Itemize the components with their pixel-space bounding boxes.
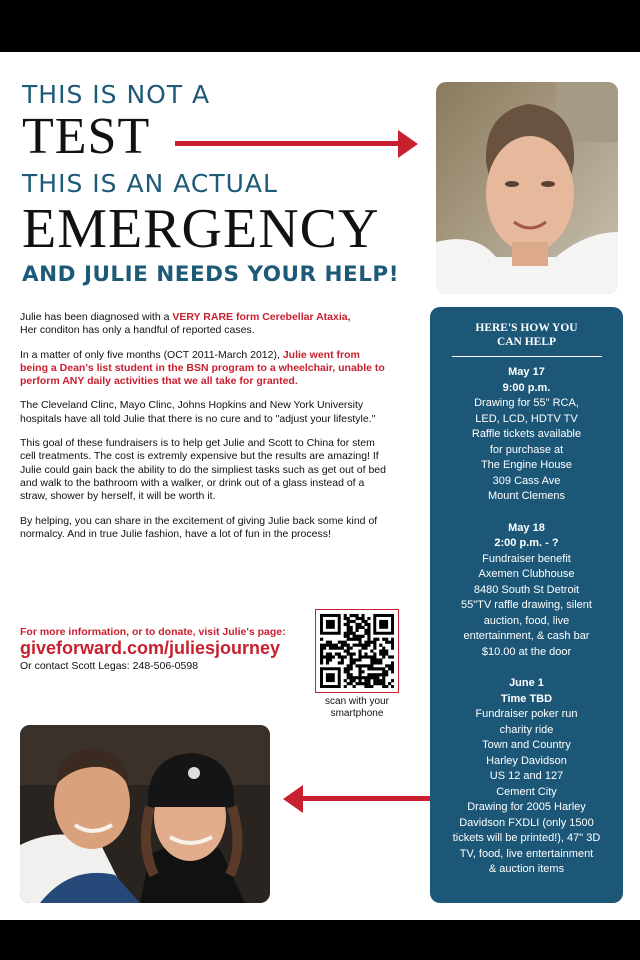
event-line: The Engine House [480, 459, 573, 471]
event-line: 55"TV raffle drawing, silent [461, 599, 592, 611]
event-line: auction, food, live [483, 614, 570, 627]
couple-photo [20, 725, 270, 903]
info-line: For more information, or to donate, visit Julie's page: [20, 626, 286, 638]
event-line: LED, LCD, HDTV TV [475, 412, 578, 425]
story-paragraph-5: By helping, you can share in the excitement of giving Julie back some kind of normalcy. And in true Julie fashion, have a lot of fun in the process! [20, 514, 378, 540]
event-date: June 1 [509, 677, 544, 689]
headline-line-3: THIS IS AN ACTUAL [22, 169, 278, 198]
panel-heading-line-1: HERE'S HOW YOU [475, 322, 578, 334]
event-line: Cement City [496, 785, 557, 798]
event-line: Raffle tickets available [471, 428, 582, 440]
headline-line-1: THIS IS NOT A [22, 80, 211, 109]
event-line: 8480 South St Detroit [473, 583, 580, 596]
event-line: entertainment, & cash bar [463, 630, 590, 642]
flyer-page [0, 52, 640, 920]
event-list [430, 365, 623, 878]
qr-caption [306, 696, 408, 720]
event-line: Mount Clemens [487, 490, 566, 502]
event-line: US 12 and 127 [489, 770, 564, 782]
qr-caption-line-2: smartphone [330, 708, 384, 719]
story-paragraph-3: The Cleveland Clinc, Mayo Clinc, Johns Hopkins and New York University hospitals have all told Julie that there is no cure and to "adjust your lifestyle." [20, 399, 376, 425]
story-paragraph-4: This goal of these fundraisers is to help get Julie and Scott to China for stem cell treatments. The cost is extremly expensive but the results are amazing! If Julie could gain back the ability to do the simpliest tasks such as get out of bed and walk to the bathroom with a walker, or drink out of a glass instead of a straw, shower by herself, it will be worth it. [20, 437, 386, 503]
event-line: for purchase at [489, 443, 564, 456]
test-arrow-head-icon [398, 130, 418, 158]
event-item [430, 521, 623, 661]
event-line: & auction items [488, 863, 565, 875]
event-item [430, 365, 623, 505]
event-line: Drawing for 55" RCA, [474, 397, 579, 409]
p1-text: Julie has been diagnosed with a [20, 311, 173, 323]
event-time: 9:00 p.m. [502, 381, 551, 394]
event-line: tickets will be printed!), 47" 3D [452, 832, 601, 844]
event-date: May 18 [508, 521, 545, 534]
headline-line-5: AND JULIE NEEDS YOUR HELP! [22, 262, 399, 287]
p2-highlight: Julie went from being a Dean's list student in the BSN program to a wheelchair, unable to perform ANY daily activities that we all take for granted. [20, 348, 385, 388]
donation-url-link[interactable]: giveforward.com/juliesjourney [20, 638, 281, 658]
event-line: Town and Country [482, 739, 571, 751]
story-paragraph-1 [20, 311, 390, 338]
panel-divider [452, 356, 602, 357]
julie-portrait-photo [436, 82, 618, 294]
bottom-arrow-line [298, 796, 430, 801]
p1-highlight: VERY RARE form Cerebellar Ataxia, [172, 311, 351, 323]
qr-code-icon [320, 614, 394, 688]
p2-text: In a matter of only five months (OCT 2011-March 2012), [20, 348, 283, 361]
qr-code[interactable] [315, 609, 399, 693]
event-line: Fundraiser poker run [475, 708, 578, 720]
portrait-image [436, 82, 618, 294]
test-arrow-line [175, 141, 405, 146]
event-time: Time TBD [500, 692, 553, 705]
story-paragraph-2 [20, 349, 390, 389]
event-line: Drawing for 2005 Harley [467, 801, 586, 813]
event-line: Davidson FXDLI (only 1500 [459, 816, 594, 829]
event-line: Axemen Clubhouse [478, 568, 575, 580]
headline-emergency: EMERGENCY [22, 198, 380, 260]
event-line: 309 Cass Ave [492, 474, 561, 487]
how-to-help-panel [430, 307, 623, 903]
event-line: $10.00 at the door [481, 645, 572, 658]
headline-test: TEST [22, 108, 151, 165]
qr-caption-line-1: scan with your [325, 696, 389, 707]
event-line: Fundraiser benefit [482, 552, 571, 565]
event-time: 2:00 p.m. - ? [494, 537, 559, 549]
event-line: charity ride [499, 723, 554, 736]
event-line: Harley Davidson [486, 754, 567, 767]
story-text [20, 311, 390, 552]
p1-text-2: Her conditon has only a handful of reported cases. [20, 324, 255, 337]
event-line: TV, food, live entertainment [459, 847, 594, 860]
event-item [430, 676, 623, 878]
couple-image [20, 725, 270, 903]
panel-heading-line-2: CAN HELP [496, 336, 557, 348]
contact-line: Or contact Scott Legas: 248-506-0598 [20, 660, 199, 672]
event-date: May 17 [508, 366, 545, 378]
panel-heading [430, 321, 623, 349]
